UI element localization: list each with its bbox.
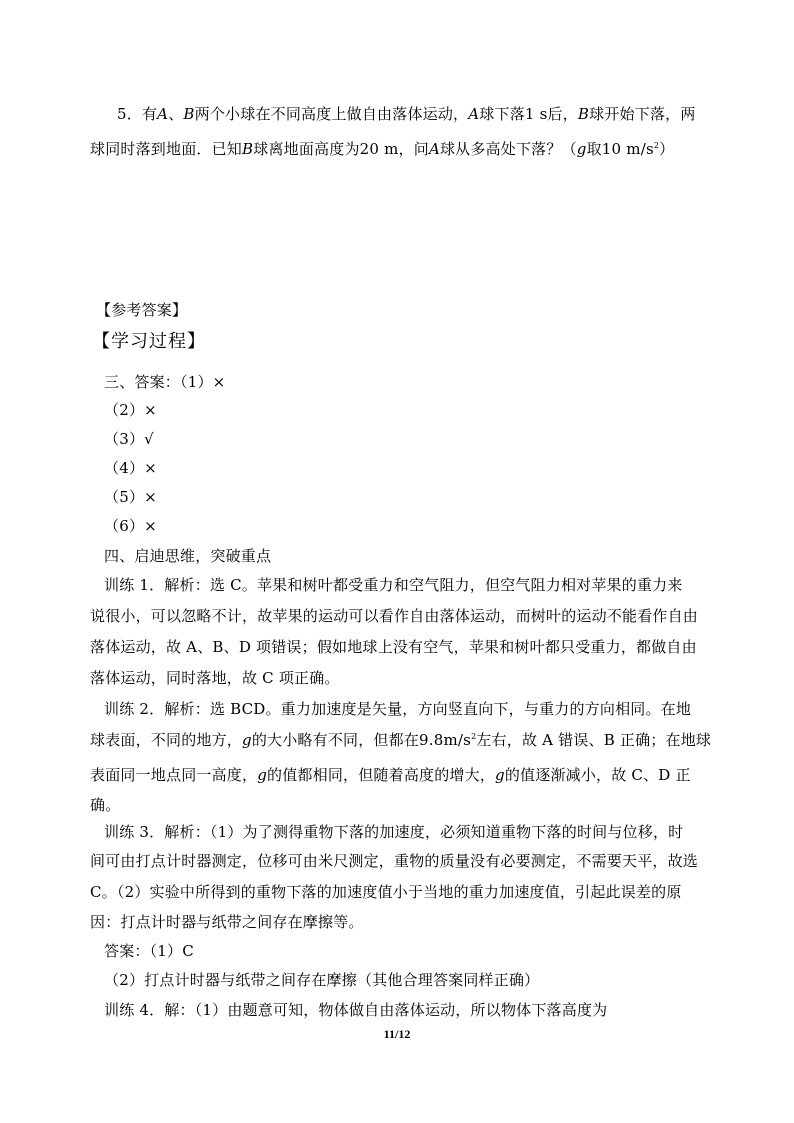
training-1-line-3: 落体运动，故 A、B、D 项错误；假如地球上没有空气，苹果和树叶都只受重力，都做自由 [90,638,697,656]
training-2-line-3: 表面同一地点同一高度，g的值都相同，但随着高度的增大，g的值逐渐减小，故 C、D 正 [90,766,691,784]
page-number: 11/12 [383,1027,411,1041]
learning-process-title: 【学习过程】 [92,331,206,352]
training-3-answer-2: （2）打点计时器与纸带之间存在摩擦（其他合理答案同样正确） [104,971,540,989]
training-1-line-4: 落体运动，同时落地，故 C 项正确。 [90,669,340,687]
training-2-line-1: 训练 2．解析：选 BCD。重力加速度是矢量，方向竖直向下，与重力的方向相同。在地 [104,700,692,718]
training-2-line-2: 球表面，不同的地方，g的大小略有不同，但都在$9.8m/s^2$左右，故 A 错误、B 正确；在地球 [90,731,712,749]
training-2-line-4: 确。 [90,796,121,814]
training-3-line-1: 训练 3．解析：（1）为了测得重物下落的加速度，必须知道重物下落的时间与位移，时 [104,823,684,841]
question-5-line-1: 5．有A、B两个小球在不同高度上做自由落体运动，A球下落1 s后，B球开始下落，两 [117,105,696,123]
section-four-heading: 四、启迪思维，突破重点 [104,547,272,565]
answer-1: 三、答案：（1）× [104,373,226,391]
training-1-line-2: 说很小，可以忽略不计，故苹果的运动可以看作自由落体运动，而树叶的运动不能看作自由 [90,607,699,625]
training-3-line-4: 因：打点计时器与纸带之间存在摩擦等。 [90,913,364,931]
answer-4: （4）× [104,459,157,477]
training-3-line-2: 间可由打点计时器测定，位移可由米尺测定，重物的质量没有必要测定，不需要天平，故选 [90,852,699,870]
answer-6: （6）× [104,517,157,535]
training-4-line-1: 训练 4．解：（1）由题意可知，物体做自由落体运动，所以物体下落高度为 [104,1001,608,1019]
reference-answer-title: 【参考答案】 [96,301,188,319]
question-5-line-2: 球同时落到地面．已知B球离地面高度为20 m，问A球从多高处下落？（g取10 $m/s^2$） [90,140,675,158]
training-3-line-3: C。（2）实验中所得到的重物下落的加速度值小于当地的重力加速度值，引起此误差的原 [90,883,682,901]
training-3-answer-1: 答案：（1）C [104,942,194,960]
answer-2: （2）× [104,401,157,419]
training-1-line-1: 训练 1．解析：选 C。苹果和树叶都受重力和空气阻力，但空气阻力相对苹果的重力来 [104,576,683,594]
answer-5: （5）× [104,488,157,506]
answer-3: （3）√ [104,430,154,448]
